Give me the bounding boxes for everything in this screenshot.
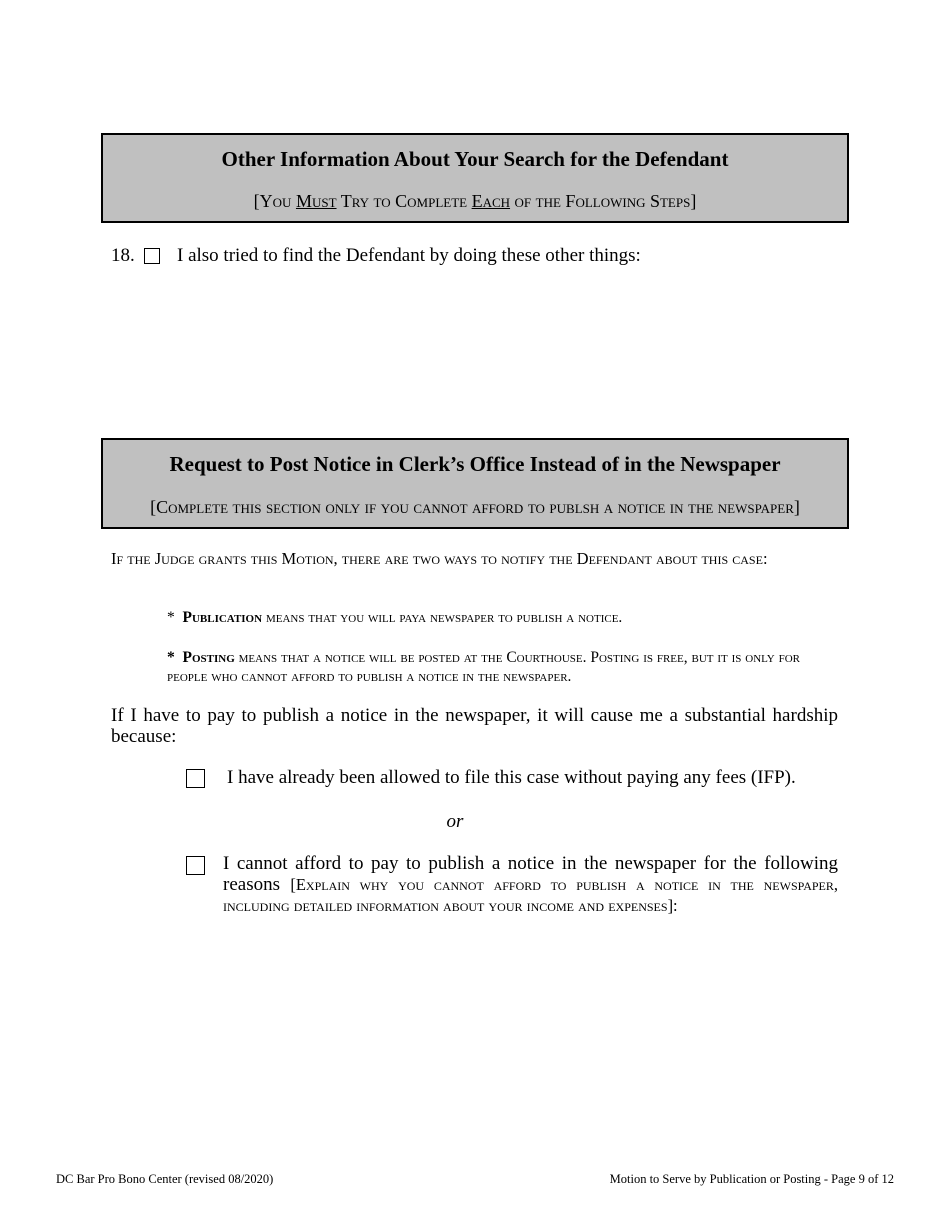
item-18-text: I also tried to find the Defendant by doing these other things: bbox=[177, 245, 641, 266]
ifp-option-text: I have already been allowed to file this case without paying any fees (IFP). bbox=[227, 767, 796, 788]
publication-bullet bbox=[167, 608, 838, 627]
cannot-afford-text: I cannot afford to pay to publish a notice in the newspaper for the following reasons bbox=[223, 853, 838, 895]
intro-paragraph: If the Judge grants this Motion, there are two ways to notify the Defendant about this case: bbox=[111, 549, 768, 568]
section-title: Other Information About Your Search for the Defendant bbox=[221, 147, 729, 171]
footer-page-info: Motion to Serve by Publication or Posting - Page 9 of 12 bbox=[609, 1172, 894, 1186]
section-header-other-information bbox=[101, 133, 849, 223]
or-separator: or bbox=[446, 811, 464, 832]
section-instructions: [You Must Try to Complete Each of the Following Steps] bbox=[253, 191, 697, 211]
bullet-term: Publication bbox=[182, 609, 263, 626]
posting-bullet bbox=[167, 648, 838, 686]
bullet-marker: * bbox=[167, 649, 175, 666]
section-instructions: [Complete this section only if you cannot afford to publsh a notice in the newspaper] bbox=[150, 497, 800, 517]
bullet-text: means that a notice will be posted at the Courthouse. Posting is free, but it is only for people who cannot afford to publish a notice in the newspaper. bbox=[167, 649, 801, 685]
item-18-checkbox[interactable] bbox=[144, 248, 160, 264]
section-header-post-notice bbox=[101, 438, 849, 529]
item-number: 18. bbox=[111, 245, 135, 266]
hardship-statement: If I have to pay to publish a notice in the newspaper, it will cause me a substantial hardship because: bbox=[111, 705, 838, 747]
section-title: Request to Post Notice in Clerk’s Office Instead of in the Newspaper bbox=[169, 452, 781, 476]
cannot-afford-checkbox[interactable] bbox=[186, 856, 205, 875]
footer-left: DC Bar Pro Bono Center (revised 08/2020) bbox=[56, 1172, 274, 1186]
explain-instructions: [Explain why you cannot afford to publish a notice in the newspaper, including detailed information about your income and expenses]: bbox=[223, 875, 838, 915]
bullet-term: Posting bbox=[182, 649, 235, 666]
ifp-checkbox[interactable] bbox=[186, 769, 205, 788]
cannot-afford-option bbox=[223, 853, 838, 916]
bullet-marker: * bbox=[167, 609, 175, 626]
bullet-text: means that you will paya newspaper to publish a notice. bbox=[262, 609, 623, 626]
